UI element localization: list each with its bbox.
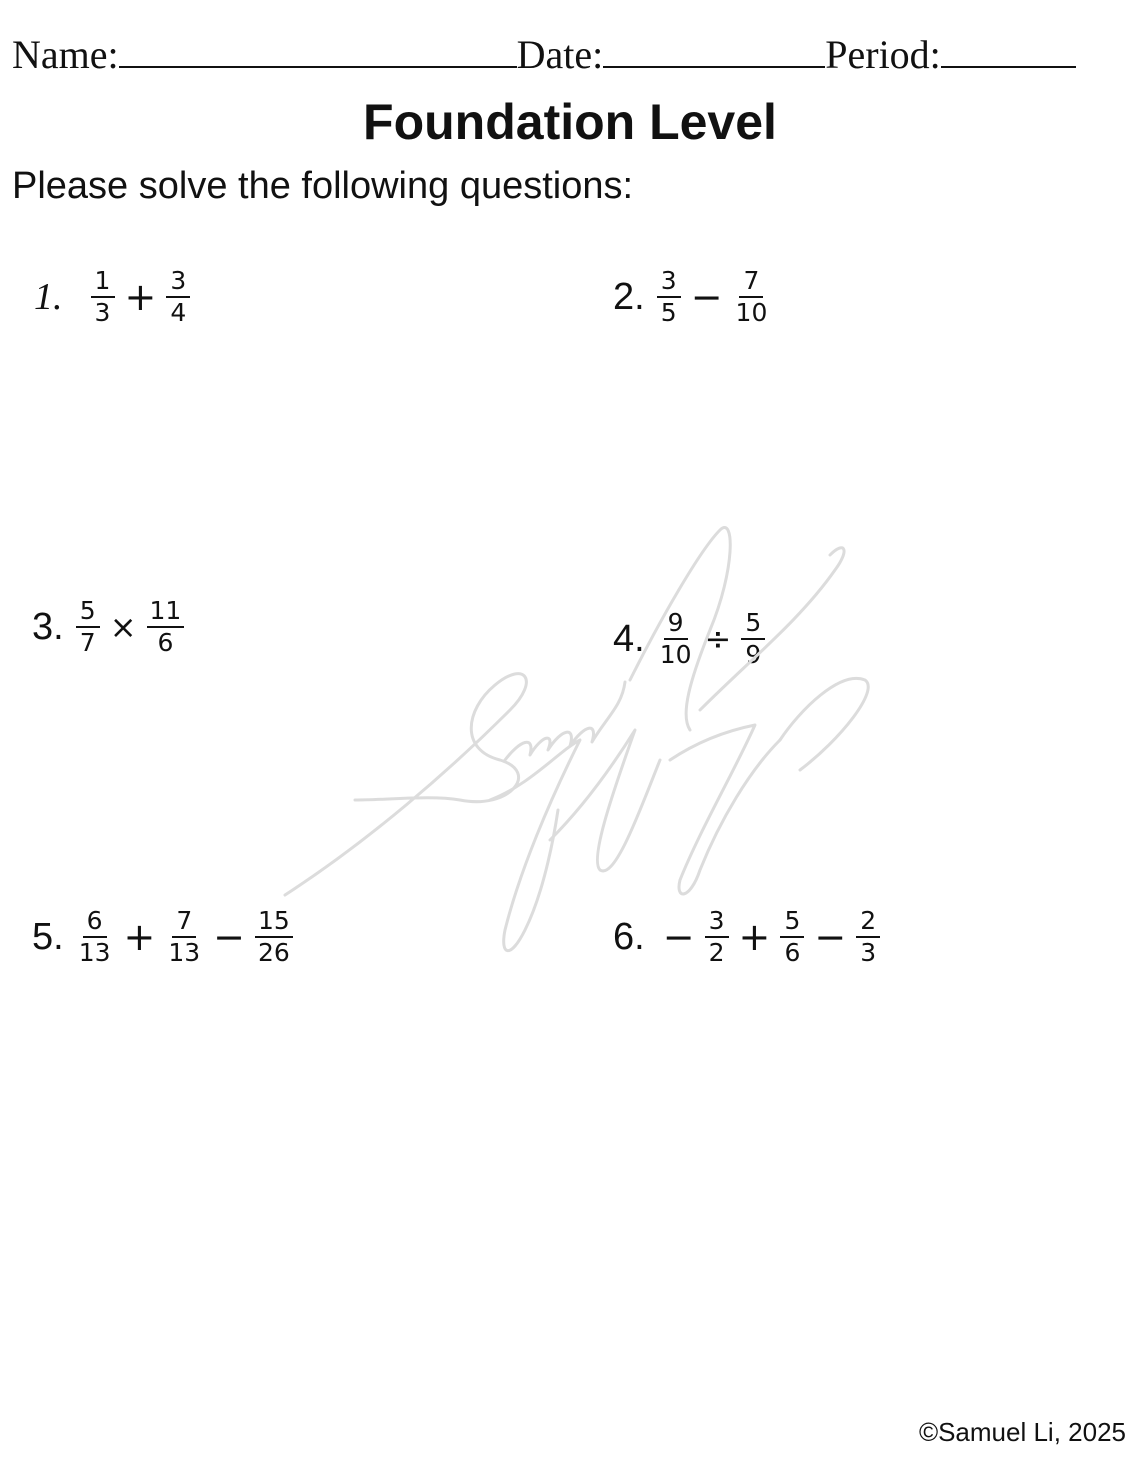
problem-number: 3.	[32, 606, 64, 648]
numerator: 5	[741, 608, 765, 640]
problem-6	[613, 906, 886, 968]
plus-operator: +	[123, 915, 156, 959]
fraction	[657, 266, 681, 328]
denominator: 6	[784, 938, 801, 967]
numerator: 15	[255, 906, 293, 938]
denominator: 26	[258, 938, 290, 967]
period-label: Period:	[825, 32, 941, 77]
date-label: Date:	[516, 32, 604, 77]
problem-5	[32, 906, 299, 968]
fraction	[147, 596, 185, 658]
denominator: 3	[860, 938, 877, 967]
numerator: 5	[780, 906, 804, 938]
fraction	[165, 906, 203, 968]
worksheet-title: Foundation Level	[363, 94, 777, 150]
denominator: 2	[708, 938, 725, 967]
numerator: 6	[83, 906, 107, 938]
fraction	[856, 906, 880, 968]
problem-4	[613, 608, 771, 670]
multiply-operator: ×	[109, 608, 137, 646]
name-blank[interactable]	[119, 32, 517, 68]
minus-operator: −	[814, 915, 847, 959]
denominator: 9	[745, 640, 762, 669]
numerator: 3	[705, 906, 729, 938]
denominator: 6	[157, 628, 174, 657]
denominator: 13	[78, 938, 111, 967]
problem-number: 6.	[613, 916, 645, 958]
problem-number: 1.	[34, 276, 63, 318]
student-info-line	[12, 30, 1128, 80]
copyright-footer: ©Samuel Li, 2025	[918, 1417, 1126, 1447]
denominator: 10	[735, 298, 768, 327]
numerator: 3	[657, 266, 681, 298]
fraction	[76, 596, 100, 658]
numerator: 2	[856, 906, 880, 938]
problem-number: 4.	[613, 618, 645, 660]
fraction	[780, 906, 804, 968]
fraction	[733, 266, 771, 328]
numerator: 3	[166, 266, 190, 298]
fraction	[76, 906, 114, 968]
numerator: 5	[76, 596, 100, 628]
plus-operator: +	[124, 275, 157, 319]
fraction	[91, 266, 115, 328]
denominator: 13	[168, 938, 201, 967]
divide-operator: ÷	[704, 620, 732, 658]
problem-number: 5.	[32, 916, 64, 958]
problem-2	[613, 266, 776, 328]
numerator: 1	[91, 266, 115, 298]
denominator: 7	[79, 628, 96, 657]
fraction	[166, 266, 190, 328]
problem-1	[34, 266, 196, 328]
problem-number: 2.	[613, 276, 645, 318]
denominator: 4	[170, 298, 187, 327]
fraction	[657, 608, 695, 670]
minus-operator: −	[213, 915, 246, 959]
numerator: 11	[147, 596, 185, 628]
denominator: 10	[659, 640, 692, 669]
negative-sign: −	[662, 915, 695, 959]
plus-operator: +	[738, 915, 771, 959]
fraction	[741, 608, 765, 670]
signature-watermark	[280, 510, 880, 970]
period-blank[interactable]	[941, 32, 1076, 68]
numerator: 7	[172, 906, 196, 938]
fraction	[705, 906, 729, 968]
denominator: 3	[94, 298, 111, 327]
numerator: 7	[739, 266, 763, 298]
name-label: Name:	[12, 32, 119, 77]
minus-operator: −	[690, 275, 723, 319]
fraction	[255, 906, 293, 968]
numerator: 9	[664, 608, 688, 640]
denominator: 5	[660, 298, 677, 327]
instructions: Please solve the following questions:	[12, 165, 634, 207]
problem-3	[32, 596, 190, 658]
date-blank[interactable]	[603, 32, 825, 68]
